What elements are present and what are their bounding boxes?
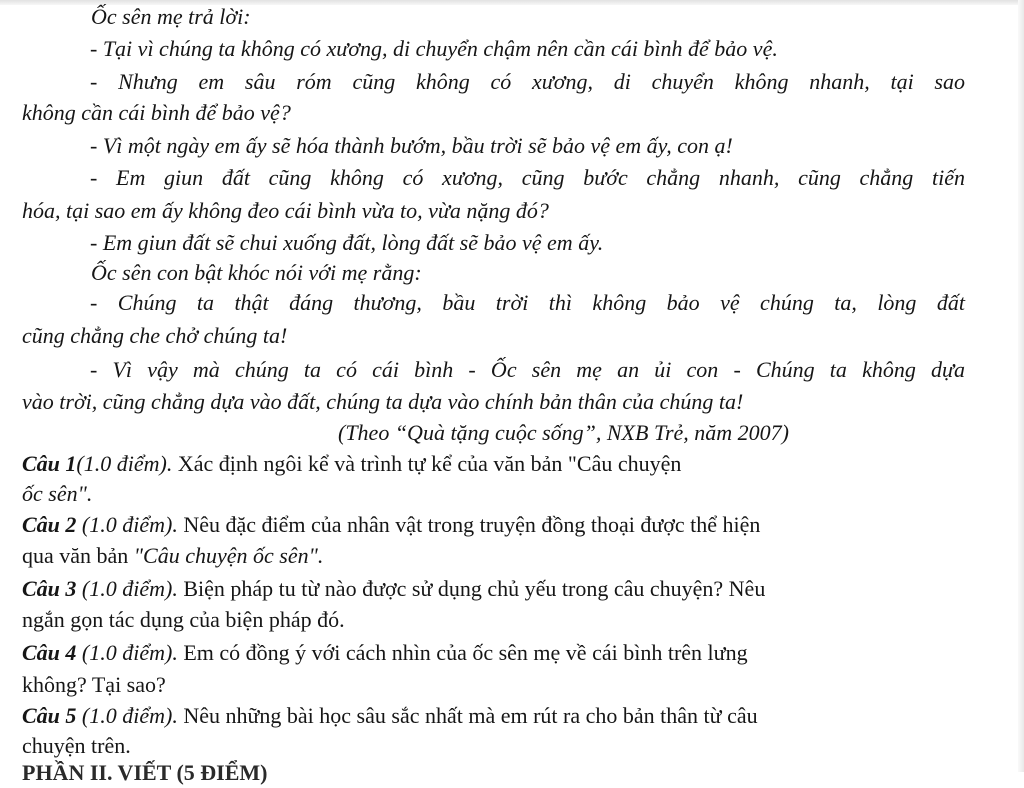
question-3-points: (1.0 điểm).	[76, 576, 178, 601]
question-5-text: Nêu những bài học sâu sắc nhất mà em rút ra cho bản thân từ câu	[177, 703, 758, 728]
story-line-4: không cần cái bình để bảo vệ?	[22, 100, 291, 125]
question-1-text: Xác định ngôi kể và trình tự kể của văn bản "Câu chuyện	[172, 451, 682, 476]
question-5-text-cont: chuyện trên.	[22, 733, 131, 758]
question-1-label: Câu 1	[22, 451, 77, 476]
question-3-text: Biện pháp tu từ nào được sử dụng chủ yếu trong câu chuyện? Nêu	[177, 576, 766, 601]
question-1-line-2	[22, 479, 965, 509]
story-line-6: - Em giun đất cũng không có xương, cũng bước chẳng nhanh, cũng chẳng tiến	[90, 165, 965, 190]
question-3-line-1	[22, 574, 965, 604]
question-5-label: Câu 5	[22, 703, 77, 728]
question-5-line-1	[22, 701, 965, 731]
question-2-line-2	[22, 541, 965, 571]
section-heading-cut-off: PHẦN II. VIẾT (5 ĐIỂM)	[22, 760, 268, 785]
question-2-title-italic: "Câu chuyện ốc sên".	[133, 543, 324, 568]
question-1-title-italic: ốc sên".	[22, 481, 93, 506]
story-line-8: - Em giun đất sẽ chui xuống đất, lòng đất sẽ bảo vệ em ấy.	[90, 230, 604, 255]
question-3-line-2	[22, 605, 965, 635]
story-line-5: - Vì một ngày em ấy sẽ hóa thành bướm, bầu trời sẽ bảo vệ em ấy, con ạ!	[90, 133, 733, 158]
story-line-2: - Tại vì chúng ta không có xương, di chuyển chậm nên cần cái bình để bảo vệ.	[90, 36, 778, 61]
question-2-points: (1.0 điểm).	[76, 512, 178, 537]
question-4-line-1	[22, 638, 965, 668]
question-2-text-cont: qua văn bản	[22, 543, 134, 568]
right-edge-shadow	[1018, 0, 1024, 772]
story-line-13: vào trời, cũng chẳng dựa vào đất, chúng ta dựa vào chính bản thân của chúng ta!	[22, 389, 744, 414]
question-2-line-1	[22, 510, 965, 540]
question-3-label: Câu 3	[22, 576, 77, 601]
question-4-text: Em có đồng ý với cách nhìn của ốc sên mẹ về cái bình trên lưng	[177, 640, 748, 665]
story-line-10: - Chúng ta thật đáng thương, bầu trời thì không bảo vệ chúng ta, lòng đất	[90, 290, 965, 315]
story-source-citation: (Theo “Quà tặng cuộc sống”, NXB Trẻ, năm 2007)	[338, 420, 789, 445]
question-1-points: (1.0 điểm).	[76, 451, 173, 476]
question-1-line-1	[22, 449, 965, 479]
question-2-text: Nêu đặc điểm của nhân vật trong truyện đồng thoại được thể hiện	[177, 512, 761, 537]
story-line-12: - Vì vậy mà chúng ta có cái bình - Ốc sên mẹ an ủi con - Chúng ta không dựa	[90, 357, 965, 382]
story-line-9: Ốc sên con bật khóc nói với mẹ rằng:	[91, 260, 422, 285]
question-4-line-2	[22, 670, 965, 700]
story-line-1: Ốc sên mẹ trả lời:	[91, 4, 251, 29]
question-5-points: (1.0 điểm).	[76, 703, 178, 728]
question-5-line-2	[22, 731, 965, 761]
question-2-label: Câu 2	[22, 512, 77, 537]
question-4-label: Câu 4	[22, 640, 77, 665]
question-3-text-cont: ngắn gọn tác dụng của biện pháp đó.	[22, 607, 345, 632]
story-line-11: cũng chẳng che chở chúng ta!	[22, 323, 288, 348]
question-4-points: (1.0 điểm).	[76, 640, 178, 665]
story-line-3: - Nhưng em sâu róm cũng không có xương, di chuyển không nhanh, tại sao	[90, 69, 965, 94]
question-4-text-cont: không? Tại sao?	[22, 672, 166, 697]
story-line-7: hóa, tại sao em ấy không đeo cái bình vừa to, vừa nặng đó?	[22, 198, 549, 223]
